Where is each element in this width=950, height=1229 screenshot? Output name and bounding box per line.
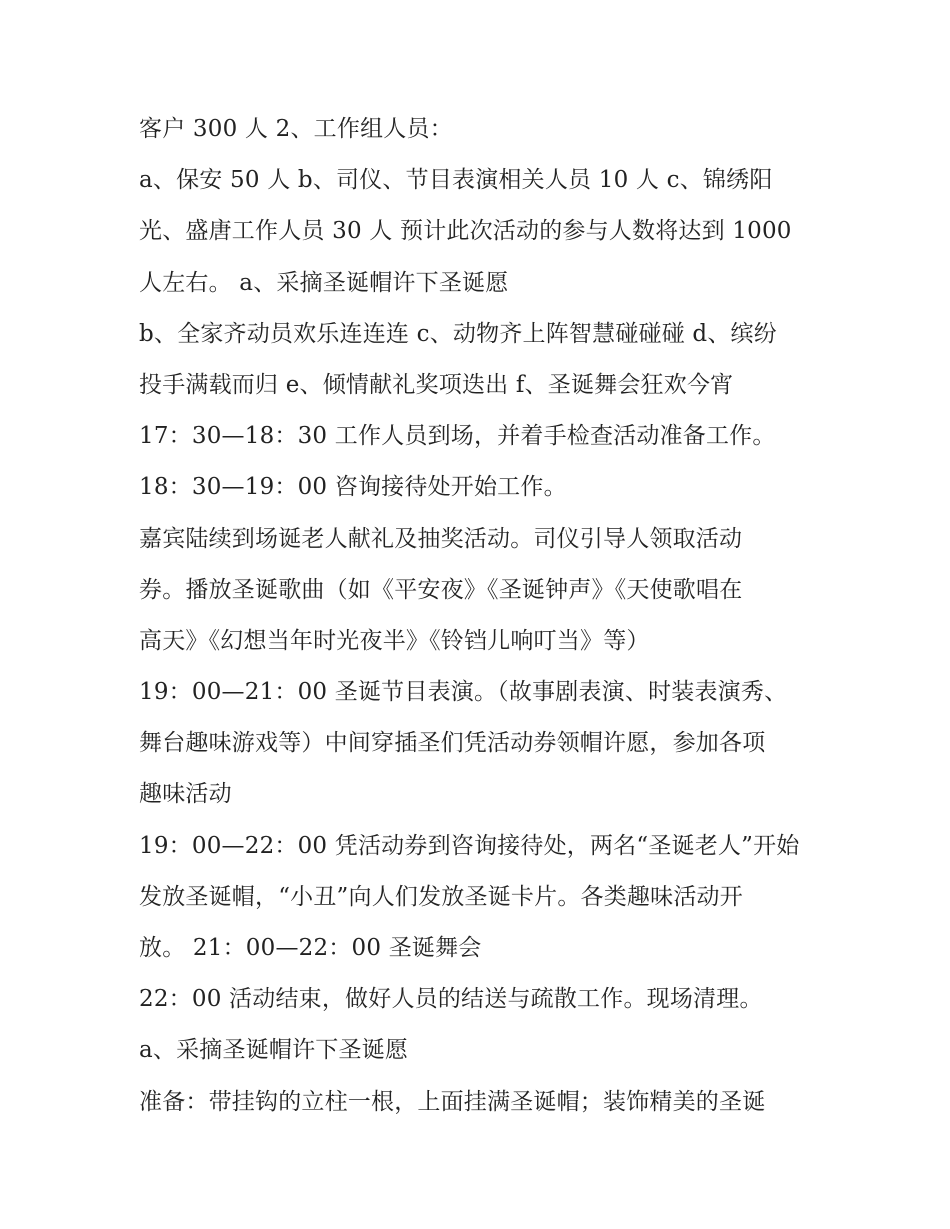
text-line-9: 嘉宾陆续到场诞老人献礼及抽奖活动。司仪引导人领取活动 — [139, 525, 743, 552]
text-line-11: 高天》《幻想当年时光夜半》《铃铛儿响叮当》等） — [139, 627, 650, 654]
text-line-6: 投手满载而归 e、倾情献礼奖项迭出 f、圣诞舞会狂欢今宵 — [139, 371, 734, 398]
text-line-17: 放。 21：00—22：00 圣诞舞会 — [139, 935, 482, 961]
text-line-8: 18：30—19：00 咨询接待处开始工作。 — [139, 474, 567, 501]
text-line-10: 券。播放圣诞歌曲（如《平安夜》《圣诞钟声》《天使歌唱在 — [139, 576, 743, 603]
text-line-13: 舞台趣味游戏等）中间穿插圣们凭活动券领帽许愿，参加各项 — [139, 730, 766, 757]
text-line-15: 19：00—22：00 凭活动券到咨询接待处，两名“圣诞老人”开始 — [139, 832, 800, 859]
text-line-7: 17：30—18：30 工作人员到场，并着手检查活动准备工作。 — [139, 423, 776, 450]
text-line-1: 客户 300 人 2、工作组人员： — [139, 116, 453, 142]
text-line-16: 发放圣诞帽，“小丑”向人们发放圣诞卡片。各类趣味活动开 — [139, 883, 743, 910]
text-line-5: b、全家齐动员欢乐连连连 c、动物齐上阵智慧碰碰碰 d、缤纷 — [139, 320, 777, 347]
text-line-12: 19：00—21：00 圣诞节目表演。（故事剧表演、时装表演秀、 — [139, 679, 788, 706]
text-line-14: 趣味活动 — [139, 781, 232, 808]
document-body — [139, 104, 819, 1128]
text-line-20: 准备：带挂钩的立柱一根，上面挂满圣诞帽；装饰精美的圣诞 — [139, 1088, 766, 1115]
text-line-3: 光、盛唐工作人员 30 人 预计此次活动的参与人数将达到 1000 — [139, 218, 792, 245]
text-line-4: 人左右。 a、采摘圣诞帽许下圣诞愿 — [139, 269, 509, 296]
text-line-2: a、保安 50 人 b、司仪、节目表演相关人员 10 人 c、锦绣阳 — [139, 167, 773, 194]
text-line-18: 22：00 活动结束，做好人员的结送与疏散工作。现场清理。 — [139, 986, 763, 1013]
text-line-19: a、采摘圣诞帽许下圣诞愿 — [139, 1037, 409, 1064]
